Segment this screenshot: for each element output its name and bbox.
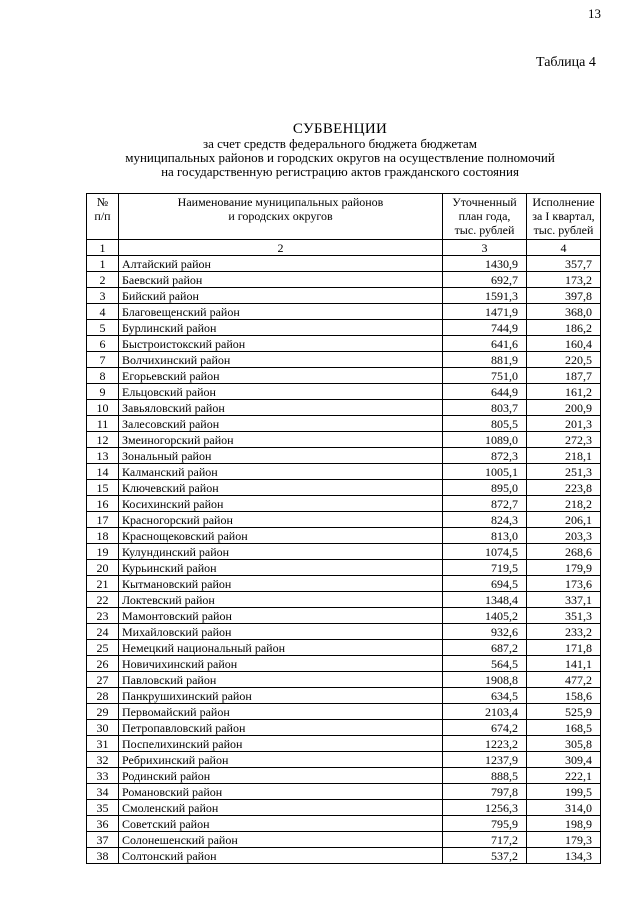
plan-value-cell: 751,0 bbox=[443, 368, 527, 384]
execution-value-cell: 337,1 bbox=[527, 592, 601, 608]
title-line-1: за счет средств федерального бюджета бюджетам bbox=[202, 136, 478, 151]
table-row bbox=[87, 592, 601, 608]
row-number-cell: 32 bbox=[87, 752, 119, 768]
header-execution-line-3: тыс. рублей bbox=[533, 223, 594, 237]
column-index-row bbox=[87, 240, 601, 256]
column-index-cell: 2 bbox=[119, 240, 443, 256]
table-row bbox=[87, 528, 601, 544]
table-row bbox=[87, 672, 601, 688]
plan-value-cell: 634,5 bbox=[443, 688, 527, 704]
header-number bbox=[87, 194, 119, 240]
row-number-cell: 38 bbox=[87, 848, 119, 864]
table-row bbox=[87, 544, 601, 560]
row-number-cell: 10 bbox=[87, 400, 119, 416]
district-name-cell: Косихинский район bbox=[119, 496, 443, 512]
plan-value-cell: 872,7 bbox=[443, 496, 527, 512]
table-row bbox=[87, 400, 601, 416]
district-name-cell: Первомайский район bbox=[119, 704, 443, 720]
district-name-cell: Локтевский район bbox=[119, 592, 443, 608]
district-name-cell: Советский район bbox=[119, 816, 443, 832]
execution-value-cell: 134,3 bbox=[527, 848, 601, 864]
execution-value-cell: 186,2 bbox=[527, 320, 601, 336]
execution-value-cell: 222,1 bbox=[527, 768, 601, 784]
table-row bbox=[87, 464, 601, 480]
column-index-cell: 4 bbox=[527, 240, 601, 256]
row-number-cell: 3 bbox=[87, 288, 119, 304]
row-number-cell: 25 bbox=[87, 640, 119, 656]
header-execution-line-2: за I квартал, bbox=[532, 209, 595, 223]
execution-value-cell: 309,4 bbox=[527, 752, 601, 768]
row-number-cell: 30 bbox=[87, 720, 119, 736]
district-name-cell: Солонешенский район bbox=[119, 832, 443, 848]
document-title bbox=[40, 122, 640, 179]
table-row bbox=[87, 304, 601, 320]
plan-value-cell: 687,2 bbox=[443, 640, 527, 656]
row-number-cell: 12 bbox=[87, 432, 119, 448]
execution-value-cell: 199,5 bbox=[527, 784, 601, 800]
district-name-cell: Кулундинский район bbox=[119, 544, 443, 560]
table-row bbox=[87, 576, 601, 592]
district-name-cell: Бурлинский район bbox=[119, 320, 443, 336]
table-row bbox=[87, 784, 601, 800]
district-name-cell: Благовещенский район bbox=[119, 304, 443, 320]
plan-value-cell: 824,3 bbox=[443, 512, 527, 528]
table-row bbox=[87, 720, 601, 736]
plan-value-cell: 537,2 bbox=[443, 848, 527, 864]
column-index-cell: 3 bbox=[443, 240, 527, 256]
row-number-cell: 8 bbox=[87, 368, 119, 384]
plan-value-cell: 674,2 bbox=[443, 720, 527, 736]
plan-value-cell: 813,0 bbox=[443, 528, 527, 544]
plan-value-cell: 1074,5 bbox=[443, 544, 527, 560]
execution-value-cell: 251,3 bbox=[527, 464, 601, 480]
row-number-cell: 29 bbox=[87, 704, 119, 720]
row-number-cell: 16 bbox=[87, 496, 119, 512]
row-number-cell: 13 bbox=[87, 448, 119, 464]
table-row bbox=[87, 368, 601, 384]
plan-value-cell: 1430,9 bbox=[443, 256, 527, 272]
execution-value-cell: 314,0 bbox=[527, 800, 601, 816]
row-number-cell: 23 bbox=[87, 608, 119, 624]
district-name-cell: Михайловский район bbox=[119, 624, 443, 640]
district-name-cell: Кытмановский район bbox=[119, 576, 443, 592]
execution-value-cell: 203,3 bbox=[527, 528, 601, 544]
table-row bbox=[87, 704, 601, 720]
header-plan-line-2: план года, bbox=[458, 209, 511, 223]
plan-value-cell: 641,6 bbox=[443, 336, 527, 352]
plan-value-cell: 895,0 bbox=[443, 480, 527, 496]
district-name-cell: Ельцовский район bbox=[119, 384, 443, 400]
title-main: СУБВЕНЦИИ bbox=[292, 121, 388, 137]
execution-value-cell: 160,4 bbox=[527, 336, 601, 352]
plan-value-cell: 1908,8 bbox=[443, 672, 527, 688]
header-execution bbox=[527, 194, 601, 240]
district-name-cell: Ключевский район bbox=[119, 480, 443, 496]
table-row bbox=[87, 752, 601, 768]
district-name-cell: Ребрихинский район bbox=[119, 752, 443, 768]
district-name-cell: Павловский район bbox=[119, 672, 443, 688]
table-row bbox=[87, 688, 601, 704]
plan-value-cell: 1348,4 bbox=[443, 592, 527, 608]
table-row bbox=[87, 608, 601, 624]
table-row bbox=[87, 560, 601, 576]
header-number-line-1: № bbox=[96, 195, 109, 209]
plan-value-cell: 797,8 bbox=[443, 784, 527, 800]
execution-value-cell: 220,5 bbox=[527, 352, 601, 368]
table-row bbox=[87, 256, 601, 272]
row-number-cell: 37 bbox=[87, 832, 119, 848]
execution-value-cell: 218,1 bbox=[527, 448, 601, 464]
row-number-cell: 5 bbox=[87, 320, 119, 336]
district-name-cell: Курьинский район bbox=[119, 560, 443, 576]
plan-value-cell: 1223,2 bbox=[443, 736, 527, 752]
row-number-cell: 21 bbox=[87, 576, 119, 592]
execution-value-cell: 187,7 bbox=[527, 368, 601, 384]
plan-value-cell: 719,5 bbox=[443, 560, 527, 576]
row-number-cell: 36 bbox=[87, 816, 119, 832]
plan-value-cell: 564,5 bbox=[443, 656, 527, 672]
header-number-line-2: п/п bbox=[94, 209, 111, 223]
table-row bbox=[87, 288, 601, 304]
row-number-cell: 24 bbox=[87, 624, 119, 640]
row-number-cell: 1 bbox=[87, 256, 119, 272]
district-name-cell: Баевский район bbox=[119, 272, 443, 288]
plan-value-cell: 932,6 bbox=[443, 624, 527, 640]
execution-value-cell: 351,3 bbox=[527, 608, 601, 624]
row-number-cell: 11 bbox=[87, 416, 119, 432]
row-number-cell: 15 bbox=[87, 480, 119, 496]
execution-value-cell: 305,8 bbox=[527, 736, 601, 752]
row-number-cell: 7 bbox=[87, 352, 119, 368]
table-row bbox=[87, 816, 601, 832]
district-name-cell: Змеиногорский район bbox=[119, 432, 443, 448]
execution-value-cell: 525,9 bbox=[527, 704, 601, 720]
execution-value-cell: 200,9 bbox=[527, 400, 601, 416]
title-line-3: на государственную регистрацию актов гражданского состояния bbox=[161, 164, 519, 179]
plan-value-cell: 1089,0 bbox=[443, 432, 527, 448]
district-name-cell: Краснощековский район bbox=[119, 528, 443, 544]
column-index-cell: 1 bbox=[87, 240, 119, 256]
execution-value-cell: 272,3 bbox=[527, 432, 601, 448]
district-name-cell: Завьяловский район bbox=[119, 400, 443, 416]
execution-value-cell: 179,9 bbox=[527, 560, 601, 576]
district-name-cell: Волчихинский район bbox=[119, 352, 443, 368]
table-row bbox=[87, 800, 601, 816]
execution-value-cell: 477,2 bbox=[527, 672, 601, 688]
table-row bbox=[87, 656, 601, 672]
table-row bbox=[87, 736, 601, 752]
district-name-cell: Зональный район bbox=[119, 448, 443, 464]
table-row bbox=[87, 272, 601, 288]
table-body bbox=[87, 256, 601, 864]
row-number-cell: 26 bbox=[87, 656, 119, 672]
header-plan bbox=[443, 194, 527, 240]
plan-value-cell: 694,5 bbox=[443, 576, 527, 592]
plan-value-cell: 1471,9 bbox=[443, 304, 527, 320]
header-name-line-1: Наименование муниципальных районов bbox=[177, 195, 384, 209]
plan-value-cell: 1237,9 bbox=[443, 752, 527, 768]
row-number-cell: 6 bbox=[87, 336, 119, 352]
execution-value-cell: 357,7 bbox=[527, 256, 601, 272]
table-row bbox=[87, 448, 601, 464]
execution-value-cell: 179,3 bbox=[527, 832, 601, 848]
table-row bbox=[87, 416, 601, 432]
plan-value-cell: 1005,1 bbox=[443, 464, 527, 480]
page-number: 13 bbox=[588, 6, 601, 21]
row-number-cell: 19 bbox=[87, 544, 119, 560]
district-name-cell: Бийский район bbox=[119, 288, 443, 304]
district-name-cell: Петропавловский район bbox=[119, 720, 443, 736]
row-number-cell: 20 bbox=[87, 560, 119, 576]
execution-value-cell: 201,3 bbox=[527, 416, 601, 432]
title-line-2: муниципальных районов и городских округов на осуществление полномочий bbox=[125, 150, 555, 165]
execution-value-cell: 206,1 bbox=[527, 512, 601, 528]
district-name-cell: Панкрушихинский район bbox=[119, 688, 443, 704]
table-row bbox=[87, 832, 601, 848]
row-number-cell: 9 bbox=[87, 384, 119, 400]
plan-value-cell: 2103,4 bbox=[443, 704, 527, 720]
execution-value-cell: 218,2 bbox=[527, 496, 601, 512]
table-row bbox=[87, 352, 601, 368]
header-execution-line-1: Исполнение bbox=[532, 195, 595, 209]
plan-value-cell: 717,2 bbox=[443, 832, 527, 848]
row-number-cell: 28 bbox=[87, 688, 119, 704]
execution-value-cell: 141,1 bbox=[527, 656, 601, 672]
district-name-cell: Поспелихинский район bbox=[119, 736, 443, 752]
plan-value-cell: 803,7 bbox=[443, 400, 527, 416]
table-row bbox=[87, 384, 601, 400]
plan-value-cell: 795,9 bbox=[443, 816, 527, 832]
plan-value-cell: 888,5 bbox=[443, 768, 527, 784]
table-row bbox=[87, 336, 601, 352]
table-row bbox=[87, 320, 601, 336]
execution-value-cell: 397,8 bbox=[527, 288, 601, 304]
plan-value-cell: 744,9 bbox=[443, 320, 527, 336]
row-number-cell: 22 bbox=[87, 592, 119, 608]
district-name-cell: Новичихинский район bbox=[119, 656, 443, 672]
district-name-cell: Солтонский район bbox=[119, 848, 443, 864]
district-name-cell: Быстроистокский район bbox=[119, 336, 443, 352]
header-name-line-2: и городских округов bbox=[228, 209, 333, 223]
district-name-cell: Смоленский район bbox=[119, 800, 443, 816]
header-plan-line-1: Уточненный bbox=[452, 195, 517, 209]
district-name-cell: Романовский район bbox=[119, 784, 443, 800]
table-row bbox=[87, 640, 601, 656]
table-row bbox=[87, 848, 601, 864]
table-row bbox=[87, 432, 601, 448]
plan-value-cell: 881,9 bbox=[443, 352, 527, 368]
execution-value-cell: 198,9 bbox=[527, 816, 601, 832]
table-row bbox=[87, 624, 601, 640]
district-name-cell: Немецкий национальный район bbox=[119, 640, 443, 656]
execution-value-cell: 173,2 bbox=[527, 272, 601, 288]
row-number-cell: 17 bbox=[87, 512, 119, 528]
table-row bbox=[87, 480, 601, 496]
table-row bbox=[87, 768, 601, 784]
district-name-cell: Егорьевский район bbox=[119, 368, 443, 384]
plan-value-cell: 805,5 bbox=[443, 416, 527, 432]
district-name-cell: Залесовский район bbox=[119, 416, 443, 432]
subsidies-table bbox=[86, 193, 601, 864]
execution-value-cell: 368,0 bbox=[527, 304, 601, 320]
execution-value-cell: 168,5 bbox=[527, 720, 601, 736]
plan-value-cell: 1405,2 bbox=[443, 608, 527, 624]
district-name-cell: Мамонтовский район bbox=[119, 608, 443, 624]
plan-value-cell: 1591,3 bbox=[443, 288, 527, 304]
execution-value-cell: 171,8 bbox=[527, 640, 601, 656]
execution-value-cell: 161,2 bbox=[527, 384, 601, 400]
table-header-row bbox=[87, 194, 601, 240]
execution-value-cell: 223,8 bbox=[527, 480, 601, 496]
plan-value-cell: 1256,3 bbox=[443, 800, 527, 816]
execution-value-cell: 268,6 bbox=[527, 544, 601, 560]
district-name-cell: Алтайский район bbox=[119, 256, 443, 272]
row-number-cell: 14 bbox=[87, 464, 119, 480]
district-name-cell: Родинский район bbox=[119, 768, 443, 784]
district-name-cell: Калманский район bbox=[119, 464, 443, 480]
row-number-cell: 27 bbox=[87, 672, 119, 688]
district-name-cell: Красногорский район bbox=[119, 512, 443, 528]
execution-value-cell: 158,6 bbox=[527, 688, 601, 704]
row-number-cell: 18 bbox=[87, 528, 119, 544]
plan-value-cell: 872,3 bbox=[443, 448, 527, 464]
row-number-cell: 34 bbox=[87, 784, 119, 800]
table-row bbox=[87, 512, 601, 528]
plan-value-cell: 692,7 bbox=[443, 272, 527, 288]
plan-value-cell: 644,9 bbox=[443, 384, 527, 400]
row-number-cell: 35 bbox=[87, 800, 119, 816]
table-row bbox=[87, 496, 601, 512]
row-number-cell: 33 bbox=[87, 768, 119, 784]
row-number-cell: 2 bbox=[87, 272, 119, 288]
header-plan-line-3: тыс. рублей bbox=[454, 223, 515, 237]
header-name bbox=[119, 194, 443, 240]
row-number-cell: 4 bbox=[87, 304, 119, 320]
execution-value-cell: 173,6 bbox=[527, 576, 601, 592]
table-label: Таблица 4 bbox=[536, 55, 596, 70]
execution-value-cell: 233,2 bbox=[527, 624, 601, 640]
row-number-cell: 31 bbox=[87, 736, 119, 752]
